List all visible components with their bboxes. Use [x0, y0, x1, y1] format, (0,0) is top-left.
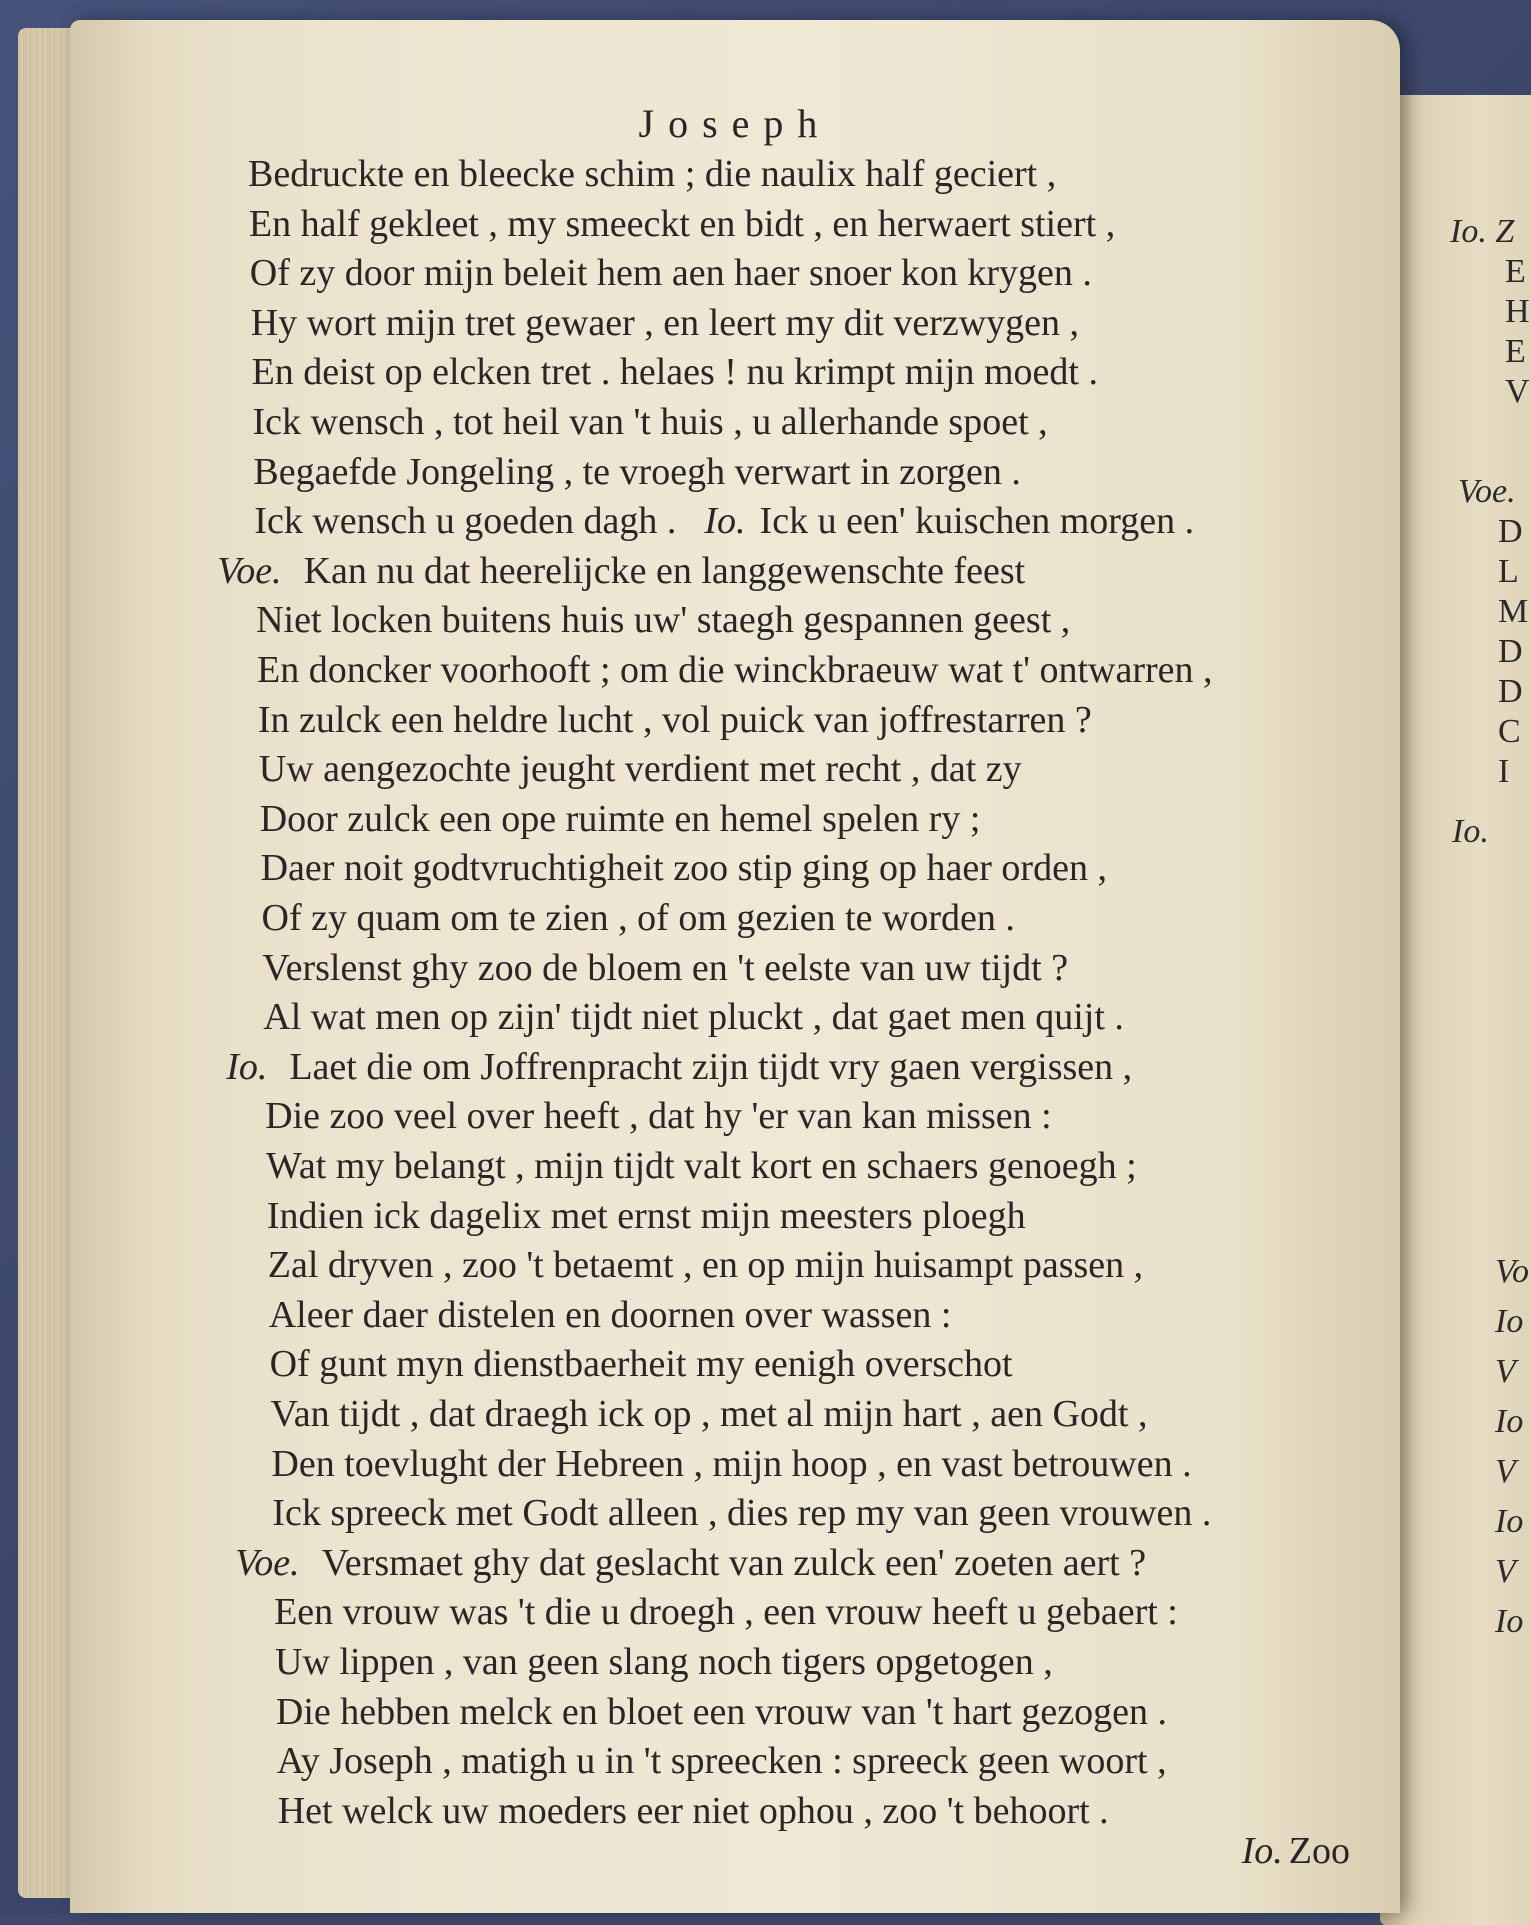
- facing-fragment: Vo: [1495, 1253, 1529, 1290]
- verse-line: [271, 1442, 1192, 1485]
- line-text: Verslenst ghy zoo de bloem en 't eelste van uw tijdt ?: [262, 946, 1069, 989]
- facing-page: [1380, 95, 1531, 1925]
- speaker-label: Io.: [226, 1045, 268, 1088]
- verse-line: [267, 1244, 1144, 1287]
- line-text: Door zulck een ope ruimte en hemel spelen ry ;: [259, 797, 981, 840]
- verse-line: [254, 500, 1195, 543]
- verse-line: [217, 549, 1026, 592]
- line-text: Die zoo veel over heeft , dat hy 'er van kan missen :: [265, 1095, 1052, 1138]
- line-text: Uw lippen , van geen slang noch tigers opgetogen ,: [275, 1641, 1053, 1683]
- catchword: [1242, 1829, 1350, 1873]
- line-text: Niet locken buitens huis uw' staegh gespannen geest ,: [256, 599, 1071, 642]
- facing-fragment: Io: [1495, 1303, 1524, 1340]
- facing-fragment: V: [1495, 1553, 1516, 1590]
- verse-line: [262, 899, 1015, 937]
- line-text: Die hebben melck en bloet een vrouw van 't hart gezogen .: [275, 1690, 1167, 1733]
- facing-fragment: D: [1498, 513, 1523, 550]
- running-header: Joseph: [638, 101, 832, 146]
- book-page: [70, 20, 1400, 1913]
- line-text: Bedruckte en bleecke schim ; die naulix half geciert ,: [248, 153, 1057, 195]
- facing-fragment: H: [1505, 293, 1530, 330]
- verse-line: [250, 301, 1080, 344]
- facing-fragment: Io.: [1452, 813, 1489, 850]
- verse-line: [276, 1740, 1167, 1783]
- facing-fragment: M: [1498, 593, 1529, 630]
- line-text: Wat my belangt , mijn tijdt valt kort en schaers genoegh ;: [266, 1145, 1137, 1187]
- verse-line: [266, 1194, 1026, 1237]
- line-text: Den toevlught der Hebreen , mijn hoop , en vast betrouwen .: [271, 1442, 1192, 1485]
- verse-line: [269, 1343, 1013, 1386]
- verse-line: [235, 1541, 1147, 1584]
- line-text: Aleer daer distelen en doornen over wassen :: [268, 1293, 952, 1336]
- line-text: En deist op elcken tret . helaes ! nu krimpt mijn moedt .: [251, 351, 1098, 394]
- line-text: Daer noit godtvruchtigheit zoo stip ging op haer orden ,: [260, 847, 1107, 890]
- verse-line: [257, 651, 1213, 689]
- facing-fragment: Voe.: [1458, 473, 1516, 510]
- verse-line: [274, 1591, 1178, 1634]
- facing-fragment: D: [1498, 673, 1523, 710]
- line-text: Of gunt myn dienstbaerheit my eenigh overschot: [269, 1343, 1013, 1386]
- line-text: Ick u een' kuischen morgen .: [759, 500, 1195, 543]
- verse-line: [260, 847, 1107, 890]
- line-text: Al wat men op zijn' tijdt niet pluckt , dat gaet men quijt .: [263, 996, 1124, 1039]
- line-text: Ay Joseph , matigh u in 't spreecken : spreeck geen woort ,: [276, 1740, 1167, 1783]
- line-text: Een vrouw was 't die u droegh , een vrouw heeft u gebaert :: [274, 1591, 1178, 1634]
- verse-line: [277, 1789, 1109, 1832]
- verse-line: [226, 1045, 1133, 1088]
- facing-fragment: Io. Z: [1450, 213, 1515, 250]
- verse-line: [253, 450, 1021, 493]
- line-text: Indien ick dagelix met ernst mijn meesters ploegh: [266, 1194, 1026, 1237]
- verse-line: [263, 996, 1124, 1039]
- catchword-text: Zoo: [1288, 1830, 1350, 1872]
- facing-fragment: D: [1498, 633, 1523, 670]
- verse-line: [257, 698, 1092, 741]
- facing-fragment: Io: [1495, 1503, 1524, 1540]
- line-text: Ick spreeck met Godt alleen , dies rep my van geen vrouwen .: [272, 1492, 1212, 1535]
- verse-line: [268, 1293, 952, 1336]
- line-text: Het welck uw moeders eer niet ophou , zoo 't behoort .: [277, 1789, 1109, 1832]
- facing-fragment: I: [1498, 753, 1510, 790]
- speaker-label: Voe.: [217, 549, 282, 592]
- line-text: Of zy quam om te zien , of om gezien te worden .: [261, 897, 1015, 939]
- line-text: Of zy door mijn beleit hem aen haer snoer kon krygen .: [249, 252, 1092, 295]
- line-text: Zal dryven , zoo 't betaemt , en op mijn huisampt passen ,: [267, 1244, 1144, 1287]
- line-text: Hy wort mijn tret gewaer , en leert my dit verzwygen ,: [250, 301, 1080, 344]
- verse-line: [248, 155, 1056, 193]
- facing-fragment: V: [1495, 1453, 1516, 1490]
- line-text: In zulck een heldre lucht , vol puick van joffrestarren ?: [257, 698, 1092, 741]
- verse-line: [253, 403, 1048, 441]
- verse-line: [275, 1643, 1053, 1681]
- verse-line: [251, 351, 1098, 394]
- verse-line: [262, 946, 1069, 989]
- facing-fragment: V: [1505, 373, 1530, 410]
- verse-line: [271, 1395, 1148, 1433]
- line-text: Ick wensch , tot heil van 't huis , u allerhande spoet ,: [252, 401, 1048, 443]
- verse-line: [259, 797, 981, 840]
- verse-line: [272, 1492, 1212, 1535]
- verse-text: [70, 20, 1400, 1913]
- verse-line: [248, 202, 1116, 245]
- line-text: Begaefde Jongeling , te vroegh verwart in zorgen .: [253, 450, 1021, 493]
- facing-fragment: Io: [1495, 1403, 1524, 1440]
- verse-line: [275, 1690, 1167, 1733]
- line-text: En doncker voorhooft ; om die winckbraeuw wat t' ontwarren ,: [257, 649, 1213, 691]
- verse-line: [256, 599, 1071, 642]
- speaker-label: Voe.: [235, 1541, 300, 1584]
- line-text: Ick wensch u goeden dagh .: [254, 500, 677, 543]
- verse-line: [265, 1095, 1052, 1138]
- verse-line: [258, 748, 1022, 791]
- catchword-speaker: Io.: [1241, 1830, 1283, 1872]
- line-text: Versmaet ghy dat geslacht van zulck een' zoeten aert ?: [321, 1541, 1147, 1584]
- verse-line: [249, 252, 1092, 295]
- facing-fragment: V: [1495, 1353, 1516, 1390]
- line-text: Van tijdt , dat draegh ick op , met al mijn hart , aen Godt ,: [270, 1393, 1148, 1435]
- line-text: Kan nu dat heerelijcke en langgewenschte feest: [303, 549, 1026, 592]
- line-text: En half gekleet , my smeeckt en bidt , en herwaert stiert ,: [248, 202, 1116, 245]
- speaker-label: Io.: [704, 500, 746, 543]
- line-text: Uw aengezochte jeught verdient met recht , dat zy: [258, 748, 1022, 791]
- facing-fragment: L: [1498, 553, 1519, 590]
- facing-fragment: E: [1505, 333, 1526, 370]
- facing-fragment: Io: [1495, 1603, 1524, 1640]
- line-text: Laet die om Joffrenpracht zijn tijdt vry gaen vergissen ,: [289, 1045, 1133, 1088]
- facing-fragment: C: [1498, 713, 1521, 750]
- verse-line: [266, 1147, 1137, 1185]
- facing-fragment: E: [1505, 253, 1526, 290]
